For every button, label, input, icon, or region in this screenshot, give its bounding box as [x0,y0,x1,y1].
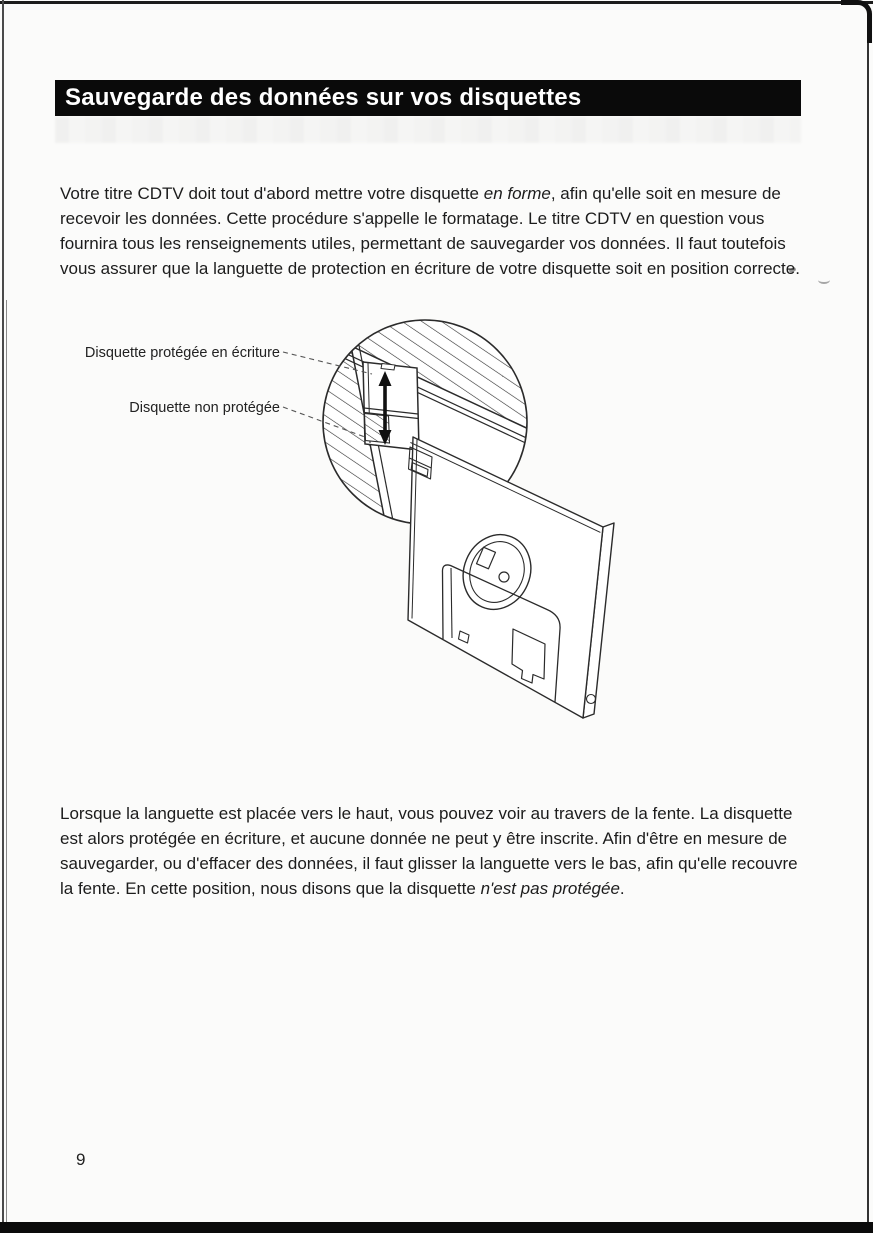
scan-ghost-band [55,117,801,143]
label-disk-not-protected: Disquette non protégée [129,400,280,416]
paragraph-1-italic: en forme [483,184,551,203]
write-protect-window [363,362,419,450]
paragraph-1-text: Votre titre CDTV doit tout d'abord mettre votre disquette [60,184,484,203]
paragraph-2-text: . [619,879,625,898]
floppy-disk [408,437,614,718]
scan-edge-top [0,1,873,4]
floppy-disk-diagram [55,300,675,780]
section-header-bar [55,80,801,116]
page-number: 9 [76,1150,86,1169]
body-paragraph-2 [60,801,802,901]
section-title: Sauvegarde des données sur vos disquettes [65,84,582,111]
scan-edge-left [2,0,4,1233]
body-paragraph-1 [60,181,802,281]
paragraph-2-italic: n'est pas protégée [480,879,620,898]
paragraph-1-text: , afin qu'elle soit en mesure de recevoir les données. Cette procédure s'appelle le formatage. Le titre CDTV en question vous fournira tous les renseignements utiles, permettant de sauvegarder vos données. Il faut toutefois vous assurer que la languette de protection en écriture de votre disquette soit en position correcte. [60,184,800,278]
scan-edge-right [867,6,869,1222]
write-protect-tab-grip [381,364,395,371]
scan-edge-left-inner [6,300,7,1233]
scan-edge-bottom [0,1222,873,1233]
label-disk-write-protected: Disquette protégée en écriture [84,345,280,361]
paragraph-2-text: Lorsque la languette est placée vers le haut, vous pouvez voir au travers de la fente. La disquette est alors protégée en écriture, et aucune donnée ne peut y être inscrite. Afin d'être en mesure de sauvegarder, ou d'effacer des données, il faut glisser la languette vers le bas, afin qu'elle recouvre la fente. En cette position, nous disons que la disquette [60,804,798,898]
scan-artifact-mark [818,276,830,284]
scan-corner-mark [841,0,872,43]
